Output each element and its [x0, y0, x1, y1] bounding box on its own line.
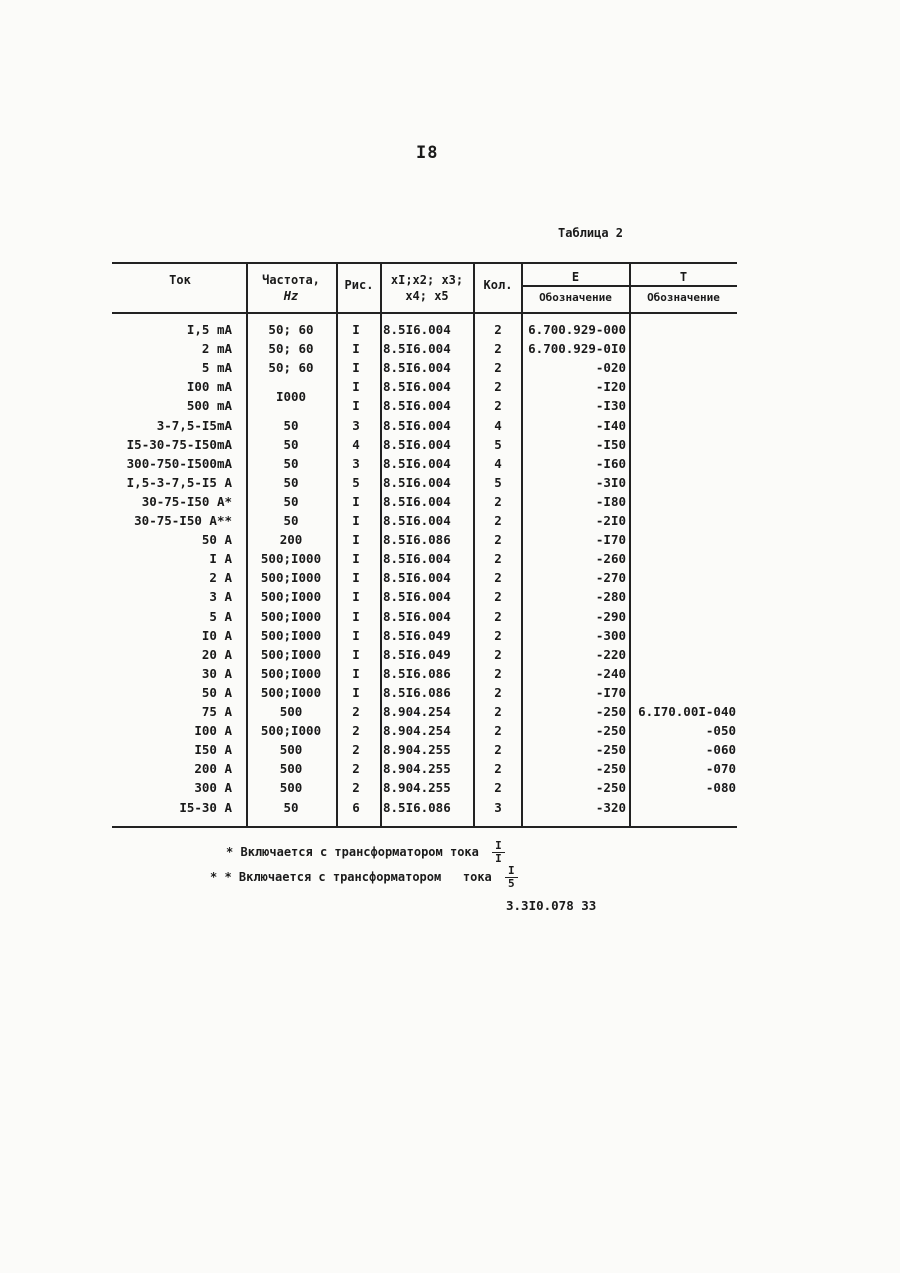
cell-figure: 5 — [352, 474, 360, 490]
cell-quantity: 2 — [494, 513, 502, 528]
header-tok: Ток — [169, 273, 191, 287]
cell-frequency: 50 — [283, 799, 299, 815]
cell-quantity: 2 — [494, 665, 502, 681]
cell-e-designation: -220 — [595, 646, 626, 662]
header-frequency-line2: Hz — [283, 289, 299, 303]
cell-current: I5-30 A — [179, 799, 232, 815]
cell-e-designation: -250 — [595, 780, 626, 796]
table-bottom-rule — [112, 826, 737, 828]
cell-figure: I — [352, 379, 360, 395]
cell-dimensions: 8.5I6.004 — [383, 589, 451, 605]
cell-current: 2 A — [209, 570, 232, 586]
cell-figure: 4 — [352, 436, 360, 452]
cell-t-designation — [630, 664, 736, 683]
cell-dimensions: 8.5I6.004 — [383, 513, 451, 528]
cell-quantity: 2 — [494, 532, 502, 548]
cell-e-designation: 6.700.929-000 — [528, 322, 626, 337]
table-row — [112, 607, 742, 626]
cell-frequency: 500 — [279, 704, 303, 719]
cell-dimensions: 8.904.255 — [383, 780, 451, 796]
cell-e-designation: -250 — [595, 723, 626, 739]
cell-t-designation — [630, 492, 736, 511]
cell-dimensions: 8.5I6.004 — [383, 398, 451, 414]
table-row — [112, 377, 742, 396]
fraction-numerator: I — [492, 840, 505, 853]
cell-quantity: 2 — [494, 723, 502, 739]
cell-dimensions: 8.5I6.086 — [383, 532, 451, 548]
cell-current: 200 A — [194, 761, 232, 777]
header-frequency-line1: Частота, — [262, 273, 320, 287]
cell-quantity: 5 — [494, 436, 502, 452]
cell-figure: I — [352, 608, 360, 624]
cell-t-designation — [630, 416, 736, 435]
cell-e-designation: -I80 — [595, 493, 626, 509]
table-row — [112, 645, 742, 664]
table-row — [112, 416, 742, 435]
table-caption: Таблица 2 — [558, 226, 624, 240]
cell-current: I5-30-75-I50mA — [126, 436, 232, 452]
cell-frequency: 50 — [283, 436, 299, 452]
cell-t-designation — [630, 473, 736, 492]
table-row — [112, 396, 742, 415]
table-row — [112, 683, 742, 702]
cell-quantity: 2 — [494, 627, 502, 643]
cell-t-designation: -070 — [705, 761, 736, 777]
header-dimensions-line1: xI;x2; x3; — [390, 273, 464, 287]
cell-frequency: 500;I000 — [260, 608, 322, 624]
footnote-mark: * * — [210, 870, 232, 884]
cell-dimensions: 8.904.255 — [383, 761, 451, 777]
cell-current: 30-75-I50 A** — [134, 513, 232, 528]
cell-quantity: 2 — [494, 493, 502, 509]
cell-e-designation: -I60 — [595, 455, 626, 471]
cell-e-designation: -290 — [595, 608, 626, 624]
cell-figure: 3 — [352, 417, 360, 433]
page-number: I8 — [416, 143, 439, 163]
table-row — [112, 492, 742, 511]
fraction-denominator: I — [495, 852, 502, 865]
table-row — [112, 759, 742, 778]
cell-quantity: 3 — [494, 799, 502, 815]
cell-t-designation: 6.I70.00I-040 — [638, 704, 736, 719]
cell-frequency: 50 — [283, 455, 299, 471]
table-row — [112, 339, 742, 358]
cell-frequency: 500;I000 — [260, 551, 322, 567]
header-e-designation: Обозначение — [539, 291, 612, 304]
header-figure: Рис. — [344, 278, 374, 292]
fraction — [505, 865, 518, 890]
fraction-denominator: 5 — [508, 877, 515, 890]
footnote-text: Включается с трансформатором тока — [238, 870, 492, 884]
cell-quantity: 2 — [494, 379, 502, 395]
cell-e-designation: -240 — [595, 665, 626, 681]
cell-t-designation — [630, 798, 736, 817]
cell-quantity: 2 — [494, 360, 502, 376]
header-t-designation: Обозначение — [647, 291, 720, 304]
cell-current: 30 A — [201, 665, 232, 681]
cell-quantity: 2 — [494, 551, 502, 567]
cell-current: 300-750-I500mA — [126, 455, 232, 471]
cell-dimensions: 8.5I6.086 — [383, 684, 451, 700]
cell-current: 5 A — [209, 608, 232, 624]
cell-frequency: 200 — [279, 532, 303, 548]
cell-e-designation: -I70 — [595, 684, 626, 700]
table-row — [112, 435, 742, 454]
table-header-rule — [112, 312, 737, 314]
cell-e-designation: -I50 — [595, 436, 626, 452]
cell-dimensions: 8.5I6.004 — [383, 417, 451, 433]
cell-figure: I — [352, 322, 360, 337]
cell-t-designation — [630, 511, 736, 530]
cell-frequency: 500;I000 — [260, 665, 322, 681]
cell-e-designation: -280 — [595, 589, 626, 605]
table-row — [112, 454, 742, 473]
cell-quantity: 2 — [494, 780, 502, 796]
cell-figure: I — [352, 646, 360, 662]
cell-t-designation — [630, 549, 736, 568]
cell-dimensions: 8.904.254 — [383, 704, 451, 719]
cell-current: 2 mA — [201, 341, 232, 357]
cell-dimensions: 8.5I6.004 — [383, 436, 451, 452]
cell-current: 20 A — [201, 646, 232, 662]
cell-current: 30-75-I50 A* — [141, 493, 232, 509]
cell-t-designation — [630, 530, 736, 549]
cell-quantity: 2 — [494, 608, 502, 624]
cell-frequency: 50 — [283, 493, 299, 509]
cell-figure: 3 — [352, 455, 360, 471]
header-quantity: Кол. — [483, 278, 513, 292]
cell-figure: I — [352, 570, 360, 586]
cell-figure: 6 — [352, 799, 360, 815]
footnote-text: Включается с трансформатором тока — [240, 845, 479, 859]
fraction-numerator: I — [505, 865, 518, 878]
table-row — [112, 587, 742, 606]
cell-t-designation — [630, 626, 736, 645]
cell-t-designation: -050 — [705, 723, 736, 739]
cell-quantity: 2 — [494, 646, 502, 662]
cell-dimensions: 8.5I6.004 — [383, 455, 451, 471]
cell-t-designation — [630, 454, 736, 473]
cell-current: I,5-3-7,5-I5 A — [126, 474, 232, 490]
cell-current: 3 A — [209, 589, 232, 605]
document-code: 3.3I0.078 33 — [506, 898, 597, 913]
table-row — [112, 778, 742, 797]
cell-t-designation: -060 — [705, 742, 736, 758]
table-row — [112, 664, 742, 683]
cell-quantity: 2 — [494, 684, 502, 700]
cell-quantity: 2 — [494, 322, 502, 337]
table-row — [112, 320, 742, 339]
cell-dimensions: 8.5I6.004 — [383, 360, 451, 376]
cell-e-designation: -250 — [595, 704, 626, 719]
cell-quantity: 2 — [494, 704, 502, 719]
table-row — [112, 549, 742, 568]
fraction — [492, 840, 505, 865]
cell-e-designation: -2I0 — [595, 513, 626, 528]
cell-quantity: 5 — [494, 474, 502, 490]
cell-figure: I — [352, 513, 360, 528]
cell-figure: I — [352, 665, 360, 681]
cell-dimensions: 8.5I6.086 — [383, 799, 451, 815]
table-row — [112, 358, 742, 377]
header-dimensions-line2: x4; x5 — [405, 289, 449, 303]
footnote-mark: * — [226, 845, 234, 859]
cell-figure: I — [352, 398, 360, 414]
cell-frequency: 500;I000 — [260, 684, 322, 700]
cell-frequency: 50 — [283, 513, 299, 528]
cell-dimensions: 8.5I6.004 — [383, 608, 451, 624]
cell-dimensions: 8.5I6.004 — [383, 379, 451, 395]
cell-e-designation: -320 — [595, 799, 626, 815]
table-row — [112, 473, 742, 492]
cell-frequency: 500;I000 — [260, 589, 322, 605]
cell-dimensions: 8.904.255 — [383, 742, 451, 758]
cell-e-designation: 6.700.929-0I0 — [528, 341, 626, 357]
cell-quantity: 2 — [494, 570, 502, 586]
cell-figure: 2 — [352, 780, 360, 796]
cell-e-designation: -I20 — [595, 379, 626, 395]
footnote-2 — [210, 865, 518, 890]
cell-quantity: 2 — [494, 341, 502, 357]
cell-t-designation — [630, 435, 736, 454]
cell-frequency: 50; 60 — [268, 322, 314, 337]
cell-dimensions: 8.5I6.004 — [383, 474, 451, 490]
cell-quantity: 4 — [494, 417, 502, 433]
cell-t-designation — [630, 645, 736, 664]
cell-frequency: 50 — [283, 474, 299, 490]
cell-dimensions: 8.5I6.049 — [383, 627, 451, 643]
cell-frequency: 500;I000 — [260, 627, 322, 643]
cell-current: 300 A — [194, 780, 232, 796]
cell-current: I A — [209, 551, 232, 567]
cell-e-designation: -020 — [595, 360, 626, 376]
table-row — [112, 626, 742, 645]
table-row — [112, 798, 742, 817]
cell-current: 50 A — [201, 684, 232, 700]
cell-frequency — [246, 396, 336, 415]
cell-frequency: 500 — [279, 742, 303, 758]
cell-figure: I — [352, 684, 360, 700]
cell-t-designation — [630, 587, 736, 606]
cell-current: I,5 mA — [186, 322, 232, 337]
cell-frequency: 500;I000 — [260, 570, 322, 586]
cell-frequency: 500;I000 — [260, 646, 322, 662]
cell-e-designation: -270 — [595, 570, 626, 586]
cell-frequency: 50; 60 — [268, 360, 314, 376]
cell-quantity: 2 — [494, 742, 502, 758]
cell-figure: 2 — [352, 761, 360, 777]
cell-dimensions: 8.5I6.049 — [383, 646, 451, 662]
cell-current: 500 mA — [186, 398, 232, 414]
header-frequency — [248, 272, 334, 304]
cell-quantity: 4 — [494, 455, 502, 471]
cell-dimensions: 8.5I6.004 — [383, 570, 451, 586]
merged-frequency-cell: I000 — [275, 389, 307, 404]
header-t-group: Т — [679, 270, 688, 284]
table-row — [112, 702, 742, 721]
cell-frequency — [246, 377, 336, 396]
cell-t-designation — [630, 320, 736, 339]
cell-t-designation — [630, 358, 736, 377]
cell-figure: 2 — [352, 704, 360, 719]
cell-e-designation: -250 — [595, 742, 626, 758]
header-dimensions — [382, 272, 472, 304]
cell-dimensions: 8.5I6.004 — [383, 551, 451, 567]
cell-figure: I — [352, 627, 360, 643]
table-row — [112, 530, 742, 549]
cell-current: I00 A — [194, 723, 232, 739]
cell-t-designation — [630, 339, 736, 358]
cell-dimensions: 8.904.254 — [383, 723, 451, 739]
cell-dimensions: 8.5I6.004 — [383, 322, 451, 337]
cell-t-designation — [630, 568, 736, 587]
cell-quantity: 2 — [494, 589, 502, 605]
cell-current: I50 A — [194, 742, 232, 758]
cell-figure: I — [352, 493, 360, 509]
table-row — [112, 511, 742, 530]
cell-t-designation — [630, 396, 736, 415]
cell-e-designation: -I70 — [595, 532, 626, 548]
cell-figure: I — [352, 360, 360, 376]
cell-current: 75 A — [201, 704, 232, 719]
cell-e-designation: -3I0 — [595, 474, 626, 490]
cell-current: I00 mA — [186, 379, 232, 395]
cell-e-designation: -300 — [595, 627, 626, 643]
cell-dimensions: 8.5I6.004 — [383, 493, 451, 509]
table-row — [112, 721, 742, 740]
cell-t-designation — [630, 377, 736, 396]
cell-figure: 2 — [352, 742, 360, 758]
header-e-group: Е — [571, 270, 580, 284]
table-top-rule — [112, 262, 737, 264]
cell-e-designation: -260 — [595, 551, 626, 567]
cell-t-designation: -080 — [705, 780, 736, 796]
cell-dimensions: 8.5I6.004 — [383, 341, 451, 357]
cell-quantity: 2 — [494, 398, 502, 414]
cell-e-designation: -250 — [595, 761, 626, 777]
cell-current: 50 A — [201, 532, 232, 548]
cell-frequency: 500 — [279, 761, 303, 777]
cell-frequency: 500;I000 — [260, 723, 322, 739]
cell-e-designation: -I40 — [595, 417, 626, 433]
cell-t-designation — [630, 683, 736, 702]
cell-figure: I — [352, 589, 360, 605]
cell-current: 3-7,5-I5mA — [156, 417, 232, 433]
cell-e-designation: -I30 — [595, 398, 626, 414]
footnote-1 — [226, 840, 505, 865]
table-row — [112, 568, 742, 587]
cell-frequency: 50 — [283, 417, 299, 433]
cell-current: I0 A — [201, 627, 232, 643]
cell-figure: I — [352, 341, 360, 357]
cell-figure: I — [352, 532, 360, 548]
cell-figure: I — [352, 551, 360, 567]
cell-figure: 2 — [352, 723, 360, 739]
cell-dimensions: 8.5I6.086 — [383, 665, 451, 681]
cell-frequency: 500 — [279, 780, 303, 796]
cell-t-designation — [630, 607, 736, 626]
cell-quantity: 2 — [494, 761, 502, 777]
table-row — [112, 740, 742, 759]
cell-frequency: 50; 60 — [268, 341, 314, 357]
cell-current: 5 mA — [201, 360, 232, 376]
